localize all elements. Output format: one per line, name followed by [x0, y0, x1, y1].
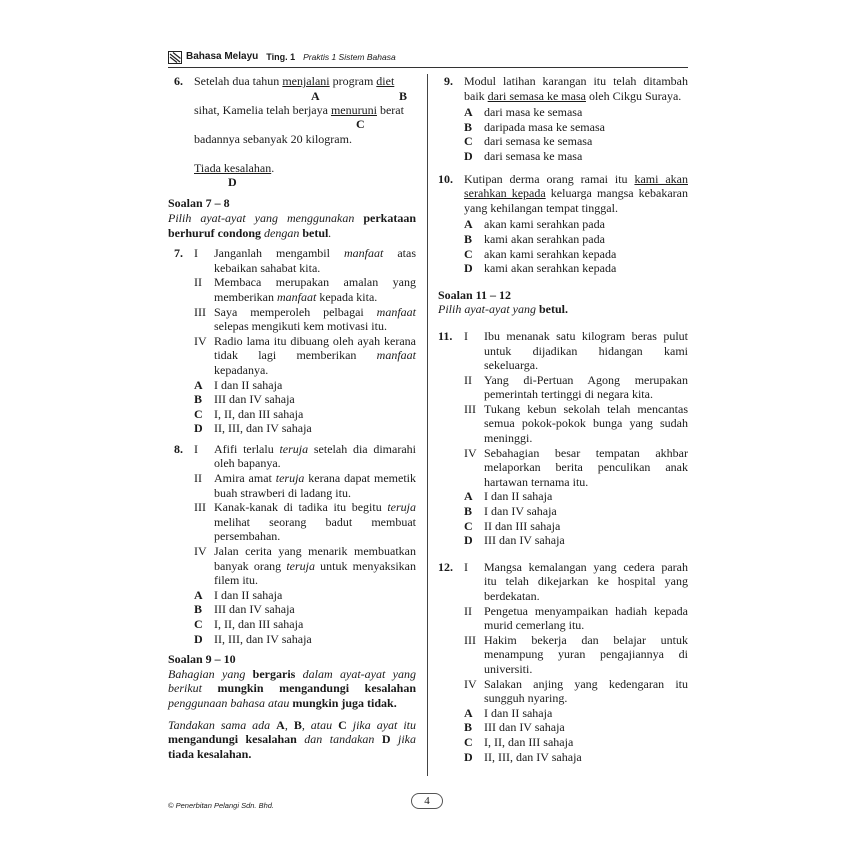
statement-IV: IV Salakan anjing yang kedengaran itu sungguh nyaring. — [464, 676, 688, 706]
option-B[interactable]: B III dan IV sahaja — [464, 720, 565, 735]
header-rule — [168, 67, 688, 68]
question-number: 6. — [174, 74, 183, 88]
section-instruction: Pilih ayat-ayat yang menggunakan perkataan berhuruf condong dengan betul. — [168, 210, 416, 240]
statement-I: I Janganlah mengambil manfaat atas kebaikan sahabat kita. — [194, 246, 416, 275]
option-A[interactable]: A akan kami serahkan pada — [464, 217, 605, 232]
option-B[interactable]: B I dan IV sahaja — [464, 504, 557, 519]
section-11-12 — [438, 288, 688, 317]
left-column — [168, 74, 416, 761]
option-B[interactable]: B III dan IV sahaja — [194, 392, 295, 407]
option-D[interactable]: D III dan IV sahaja — [464, 533, 565, 548]
underlined-A: menjalani — [282, 74, 330, 88]
question-number: 12. — [438, 559, 453, 574]
question-number: 11. — [438, 328, 453, 343]
question-number: 9. — [444, 74, 453, 88]
option-C[interactable]: C I, II, dan III sahaja — [194, 406, 304, 421]
option-B[interactable]: B kami akan serahkan pada — [464, 231, 605, 246]
topic-title: Praktis 1 Sistem Bahasa — [303, 51, 396, 62]
option-C[interactable]: C akan kami serahkan kepada — [464, 246, 617, 261]
statement-III: III Hakim bekerja dan belajar untuk menampung yuran pengajiannya di universiti. — [464, 632, 688, 676]
q6-line-3: badannya sebanyak 20 kilogram. — [194, 132, 352, 147]
label-B: B — [399, 88, 408, 103]
option-B[interactable]: B daripada masa ke semasa — [464, 119, 605, 134]
section-instruction-1: Bahagian yang bergaris dalam ayat-ayat yang berikut mungkin mengandungi kesalahan penggunaan bahasa atau mungkin juga tidak. — [168, 666, 416, 710]
option-D[interactable]: D II, III, dan IV sahaja — [464, 749, 582, 764]
page-header — [168, 49, 396, 65]
underlined-C: menuruni — [330, 102, 377, 117]
section-instruction-2: Tandakan sama ada A, B, atau C jika ayat itu mengandungi kesalahan dan tandakan D jika tiada kesalahan. — [168, 717, 417, 761]
form-level: Ting. 1 — [266, 51, 296, 62]
option-D[interactable]: D II, III, dan IV sahaja — [194, 631, 312, 646]
question-12 — [438, 560, 688, 764]
question-7 — [168, 246, 416, 436]
statement-II: II Yang di-Pertuan Agong merupakan pemerintah tertinggi di negara kita. — [464, 372, 688, 402]
option-D[interactable]: D dari semasa ke masa — [464, 148, 583, 163]
option-D[interactable]: D II, III, dan IV sahaja — [194, 421, 312, 436]
publisher-credit: © Penerbitan Pelangi Sdn. Bhd. — [168, 801, 275, 810]
column-divider — [427, 74, 428, 776]
q6-labels-row-1 — [194, 89, 416, 103]
section-instruction: Pilih ayat-ayat yang betul. — [438, 302, 568, 317]
q6-labels-row-3 — [194, 175, 416, 189]
question-stem: Modul latihan karangan itu telah ditambah baik dari semasa ke masa oleh Cikgu Suraya. — [464, 74, 688, 103]
question-10 — [438, 172, 688, 276]
question-6 — [168, 74, 416, 189]
subject-title: Bahasa Melayu — [186, 50, 259, 62]
option-B[interactable]: B III dan IV sahaja — [194, 602, 295, 617]
q6-line-1: Setelah dua tahun menjalani program diet — [194, 74, 395, 88]
question-11 — [438, 329, 688, 548]
option-C[interactable]: C II dan III sahaja — [464, 518, 561, 533]
q6-option-D: Tiada kesalahan. — [194, 160, 275, 175]
q6-labels-row-2 — [194, 117, 416, 131]
label-D: D — [228, 175, 237, 190]
option-D[interactable]: D kami akan serahkan kepada — [464, 261, 617, 276]
statement-III: III Saya memperoleh pelbagai manfaat selepas mengikuti kem motivasi itu. — [194, 304, 416, 334]
underlined-phrase: kami akan serahkan kepada — [464, 171, 688, 201]
underlined-phrase: dari semasa ke masa — [487, 88, 586, 103]
question-number: 8. — [174, 441, 183, 456]
statement-IV: IV Sebahagian besar tempatan akhbar melaporkan berita penculikan anak hartawan ternama itu. — [464, 445, 688, 489]
statement-II: II Pengetua menyampaikan hadiah kepada murid cemerlang itu. — [464, 603, 688, 633]
statement-III: III Tukang kebun sekolah telah mencantas semua pokok-pokok bunga yang sudah meninggi. — [464, 401, 688, 446]
statement-I: I Mangsa kemalangan yang cedera parah itu telah dikejarkan ke hospital yang berdekatan. — [464, 559, 688, 603]
statement-I: I Ibu menanak satu kilogram beras pulut untuk dijadikan hidangan kami sekeluarga. — [464, 328, 688, 373]
option-C[interactable]: C I, II, dan III sahaja — [194, 617, 304, 631]
option-A[interactable]: A I dan II sahaja — [464, 489, 553, 504]
statement-IV: IV Jalan cerita yang menarik membuatkan banyak orang teruja untuk menyaksikan filem itu. — [194, 544, 416, 588]
option-A[interactable]: A I dan II sahaja — [194, 377, 283, 392]
section-7-8 — [168, 196, 416, 240]
right-column — [438, 74, 688, 764]
option-C[interactable]: C I, II, dan III sahaja — [464, 734, 574, 749]
statement-III: III Kanak-kanak di tadika itu begitu teruja melihat seorang badut membuat persembahan. — [194, 500, 416, 544]
underlined-B: diet — [376, 74, 395, 88]
q6-line-2: sihat, Kamelia telah berjaya menuruni berat — [194, 102, 404, 117]
section-title: Soalan 7 – 8 — [168, 196, 230, 211]
question-9 — [438, 74, 688, 164]
section-9-10 — [168, 652, 416, 761]
statement-II: II Membaca merupakan amalan yang memberikan manfaat kepada kita. — [194, 275, 416, 304]
label-A: A — [311, 88, 320, 103]
statement-IV: IV Radio lama itu dibuang oleh ayah kerana tidak lagi memberikan manfaat kepadanya. — [194, 333, 416, 377]
page-number: 4 — [411, 793, 443, 809]
section-title: Soalan 11 – 12 — [438, 287, 512, 302]
question-8 — [168, 442, 416, 646]
option-A[interactable]: A dari masa ke semasa — [464, 105, 583, 120]
section-title: Soalan 9 – 10 — [168, 652, 236, 667]
question-number: 7. — [174, 246, 183, 261]
question-number: 10. — [438, 171, 453, 186]
option-A[interactable]: A I dan II sahaja — [194, 587, 283, 602]
option-C[interactable]: C dari semasa ke semasa — [464, 134, 593, 149]
statement-II: II Amira amat teruja kerana dapat memetik buah strawberi di ladang itu. — [194, 471, 416, 500]
question-stem: Kutipan derma orang ramai itu kami akan serahkan kepada keluarga mangsa kebakaran yang kehilangan tempat tinggal. — [464, 171, 688, 215]
publisher-logo-icon — [168, 51, 182, 64]
option-A[interactable]: A I dan II sahaja — [464, 705, 553, 720]
statement-I: I Afifi terlalu teruja setelah dia dimarahi oleh bapanya. — [194, 441, 416, 471]
underlined-D: Tiada kesalahan — [194, 160, 272, 175]
label-C: C — [356, 117, 365, 132]
